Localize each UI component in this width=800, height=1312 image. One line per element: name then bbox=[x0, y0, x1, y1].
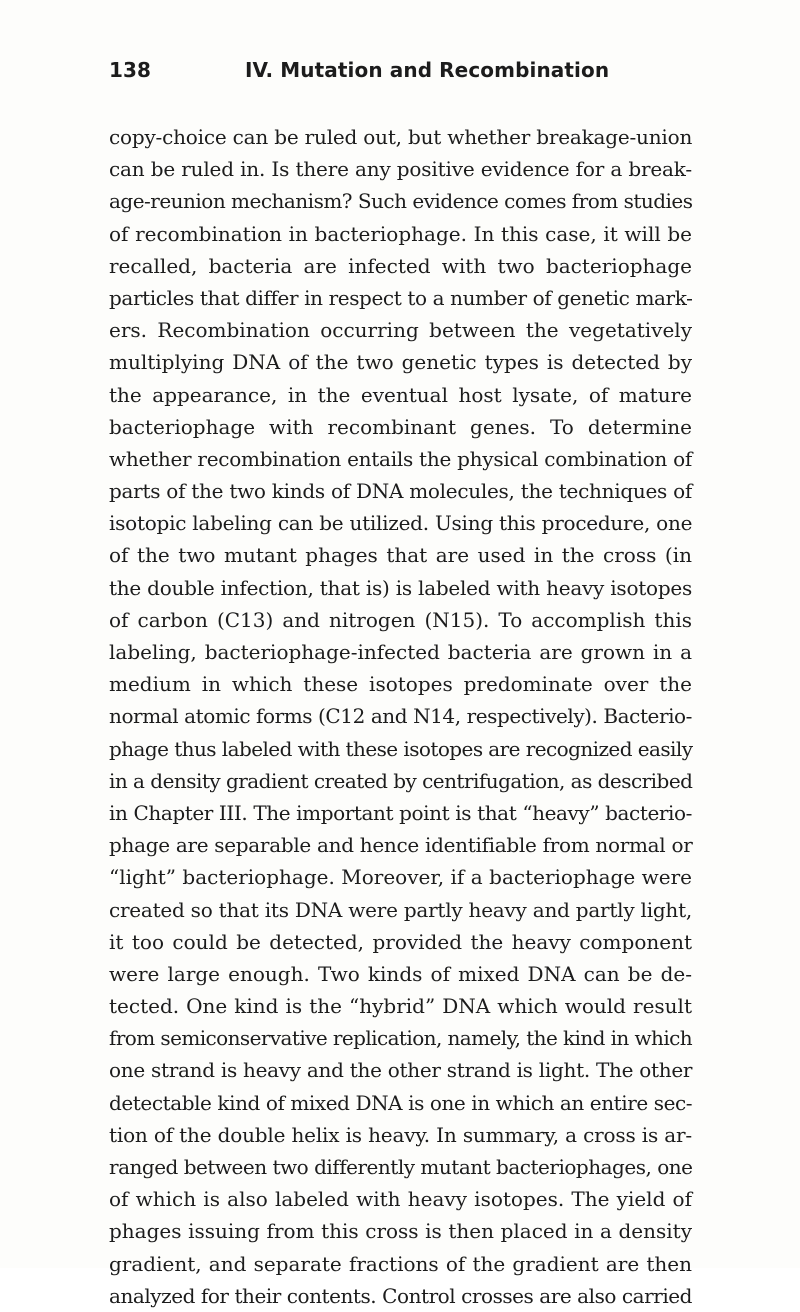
text-line: of recombination in bacteriophage. In this case, it will be bbox=[109, 221, 692, 246]
text-line: created so that its DNA were partly heavy and partly light, bbox=[109, 897, 692, 922]
text-line: parts of the two kinds of DNA molecules, the techniques of bbox=[109, 479, 692, 504]
text-line: analyzed for their contents. Control crosses are also carried bbox=[109, 1283, 692, 1308]
text-line: of which is also labeled with heavy isotopes. The yield of bbox=[109, 1187, 692, 1212]
text-line: phage are separable and hence identifiable from normal or bbox=[109, 833, 693, 858]
text-line: age-reunion mechanism? Such evidence comes from studies bbox=[109, 189, 693, 214]
text-line: normal atomic forms (C12 and N14, respectively). Bacterio- bbox=[109, 704, 692, 729]
text-line: from semiconservative replication, namely, the kind in which bbox=[109, 1026, 693, 1051]
running-header bbox=[109, 58, 609, 92]
text-line: particles that differ in respect to a number of genetic mark- bbox=[109, 285, 693, 310]
text-line: of the two mutant phages that are used in the cross (in bbox=[109, 543, 692, 568]
text-line: labeling, bacteriophage-infected bacteria are grown in a bbox=[109, 640, 692, 664]
text-line: the appearance, in the eventual host lysate, of mature bbox=[109, 382, 692, 407]
text-line: one strand is heavy and the other strand is light. The other bbox=[109, 1058, 693, 1083]
running-title: IV. Mutation and Recombination bbox=[245, 58, 610, 82]
text-line: gradient, and separate fractions of the gradient are then bbox=[109, 1251, 692, 1276]
text-line: medium in which these isotopes predominate over the bbox=[109, 672, 692, 697]
text-line: tion of the double helix is heavy. In summary, a cross is ar- bbox=[109, 1122, 692, 1147]
body-paragraph bbox=[109, 121, 692, 1312]
text-line: tected. One kind is the “hybrid” DNA which would result bbox=[109, 994, 692, 1019]
text-line: can be ruled in. Is there any positive evidence for a break- bbox=[109, 157, 692, 182]
text-line: ranged between two differently mutant bacteriophages, one bbox=[109, 1155, 693, 1179]
text-line: the double infection, that is) is labeled with heavy isotopes bbox=[109, 575, 692, 600]
text-line: ers. Recombination occurring between the vegetatively bbox=[109, 318, 692, 343]
text-line: of carbon (C13) and nitrogen (N15). To accomplish this bbox=[109, 607, 692, 632]
text-line: in Chapter III. The important point is that “heavy” bacterio- bbox=[109, 800, 692, 825]
text-line: in a density gradient created by centrifugation, as described bbox=[109, 768, 693, 793]
text-line: it too could be detected, provided the heavy component bbox=[109, 929, 692, 954]
text-line: copy-choice can be ruled out, but whether breakage-union bbox=[109, 125, 693, 149]
text-line: isotopic labeling can be utilized. Using this procedure, one bbox=[109, 511, 693, 536]
page-number: 138 bbox=[109, 58, 152, 82]
text-line: detectable kind of mixed DNA is one in which an entire sec- bbox=[109, 1090, 693, 1115]
text-line: phages issuing from this cross is then placed in a density bbox=[109, 1219, 692, 1244]
text-line: bacteriophage with recombinant genes. To determine bbox=[109, 414, 692, 439]
text-line: whether recombination entails the physical combination of bbox=[109, 446, 692, 471]
text-line: recalled, bacteria are infected with two bacteriophage bbox=[109, 253, 692, 278]
text-line: “light” bacteriophage. Moreover, if a bacteriophage were bbox=[109, 865, 692, 890]
text-line: phage thus labeled with these isotopes are recognized easily bbox=[109, 736, 693, 761]
text-line: were large enough. Two kinds of mixed DNA can be de- bbox=[109, 961, 692, 986]
text-line: multiplying DNA of the two genetic types is detected by bbox=[109, 350, 692, 375]
